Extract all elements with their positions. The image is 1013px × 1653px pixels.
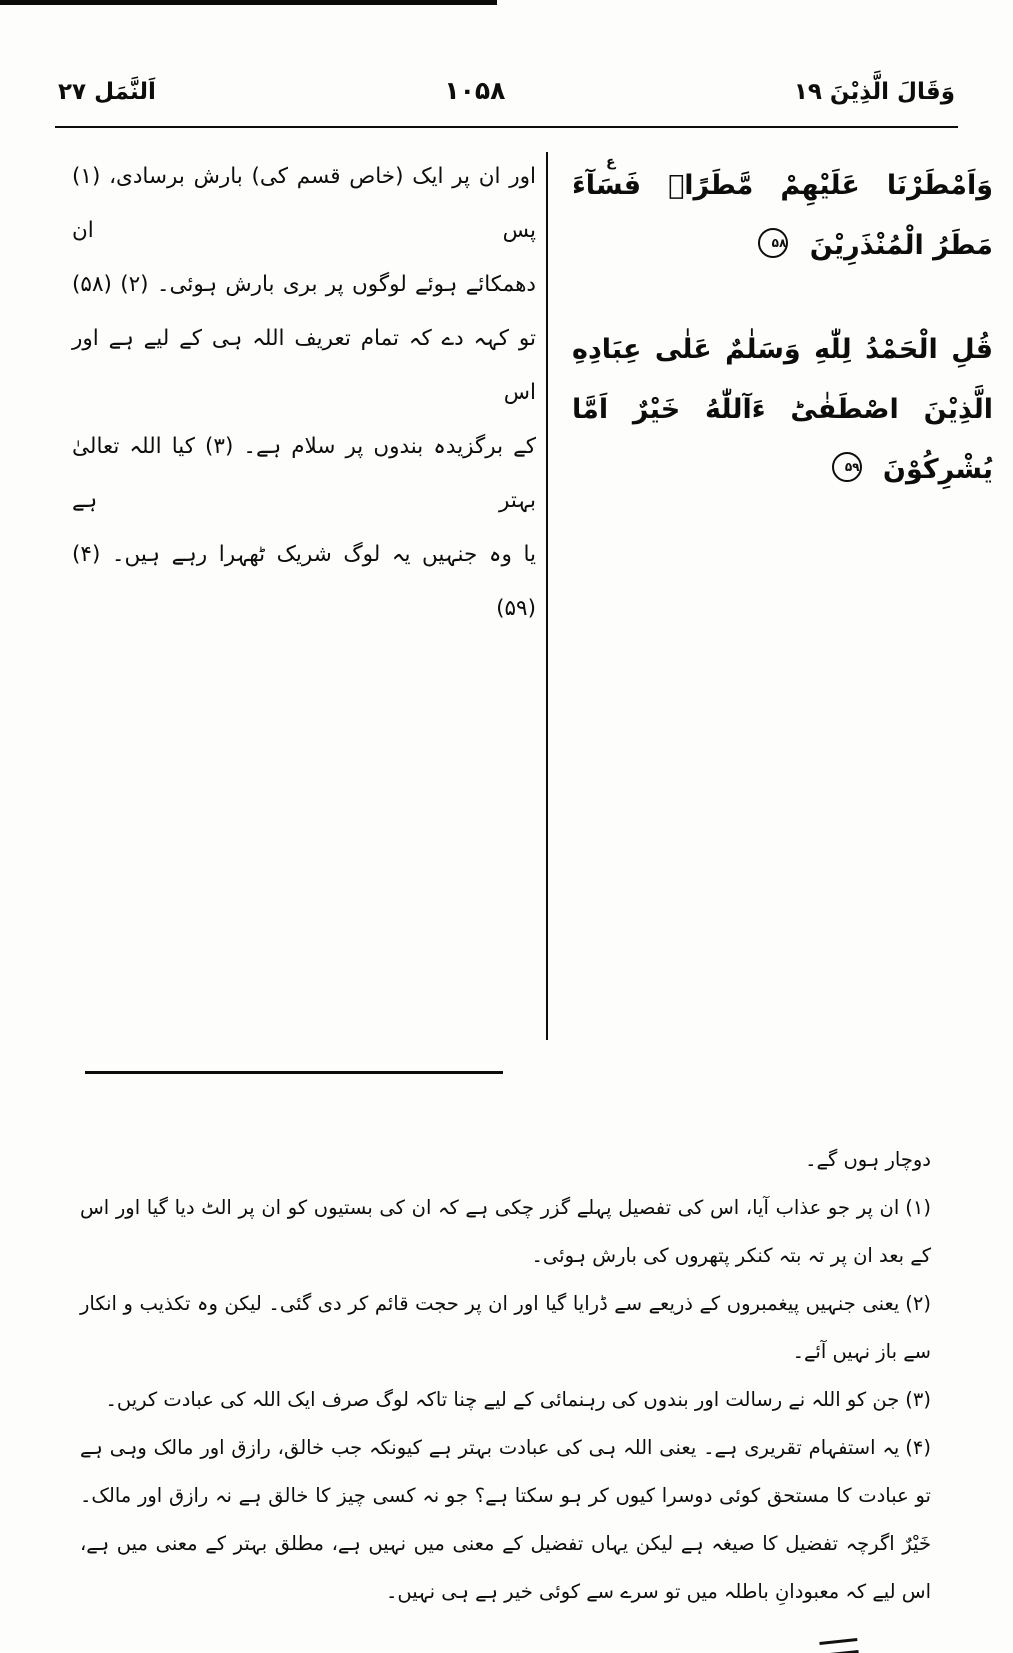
ayah-number-59-badge: ۵۹: [832, 452, 862, 482]
header-page-number: ۱۰۵۸: [444, 76, 506, 105]
translation-line-2: دھمکائے ہوئے لوگوں پر بری بارش ہوئی۔ (۲) (۵۸): [72, 272, 536, 297]
verse-59-text: قُلِ الْحَمْدُ لِلّٰهِ وَسَلٰمٌ عَلٰى عِبَادِهِ الَّذِيْنَ اصْطَفٰىؕ ءَآللّٰهُ خَيْرٌ اَمَّا يُشْرِكُوْنَ: [572, 334, 993, 485]
footnote-2-number: (۲): [905, 1292, 931, 1315]
footnote-4: [80, 1424, 931, 1616]
verse-58-text: وَاَمْطَرْنَا عَلَيْهِمْ مَّطَرًاۚ فَسَآءَ مَطَرُ الْمُنْذَرِيْنَ: [572, 170, 993, 261]
quran-verse-58: [572, 156, 993, 276]
ruku-marker: ع: [606, 154, 616, 170]
header-juz-label: وَقَالَ الَّذِيْنَ ۱۹: [793, 79, 955, 105]
scan-artifact-top-edge: [0, 0, 497, 5]
footnote-3-number: (۳): [905, 1388, 931, 1411]
footnote-1-text: ان پر جو عذاب آیا، اس کی تفصیل پہلے گزر چکی ہے کہ ان کی بستیوں کو ان پر الٹ دیا گیا اور اس کے بعد ان پر تہ بتہ کنکر پتھروں کی بارش ہوئی۔: [80, 1196, 931, 1267]
scan-artifact-bottom-edge: [819, 1638, 858, 1653]
footnote-1-number: (۱): [905, 1196, 931, 1219]
footnote-2: [80, 1280, 931, 1376]
translation-line-4: کے برگزیدہ بندوں پر سلام ہے۔ (۳) کیا اللہ تعالیٰ بہتر ہے: [72, 434, 536, 513]
ayah-number-58-badge: ۵۸: [758, 228, 788, 258]
footnotes-section: [80, 1136, 931, 1616]
footnote-2-text: یعنی جنہیں پیغمبروں کے ذریعے سے ڈرایا گیا اور ان پر حجت قائم کر دی گئی۔ لیکن وہ تکذیب و انکار سے باز نہیں آئے۔: [80, 1292, 931, 1363]
footnote-divider-line: [85, 1071, 503, 1074]
footnote-4-text: یہ استفہام تقریری ہے۔ یعنی اللہ ہی کی عبادت بہتر ہے کیونکہ جب خالق، رازق اور مالک وہی ہے تو عبادت کا مستحق کوئی دوسرا کیوں کر ہو سکتا ہے؟ جو نہ کسی چیز کا خالق ہے نہ رازق اور مالک۔ خَيْرٌ اگرچہ تفضیل کا صیغہ ہے لیکن یہاں تفضیل کے معنی میں نہیں ہے، مطلق بہتر کے معنی میں ہے، اس لیے کہ معبودانِ باطلہ میں تو سرے سے کوئی خیر ہے ہی نہیں۔: [80, 1436, 931, 1603]
urdu-translation-column: [72, 150, 536, 636]
translation-line-3: تو کہہ دے کہ تمام تعریف اللہ ہی کے لیے ہے اور اس: [72, 326, 536, 405]
column-divider-line: [546, 152, 548, 1040]
footnote-3: [80, 1376, 931, 1424]
footnote-continuation-line: دوچار ہوں گے۔: [805, 1148, 931, 1171]
footnote-3-text: جن کو اللہ نے رسالت اور بندوں کی رہنمائی کے لیے چنا تاکہ لوگ صرف ایک اللہ کی عبادت کریں۔: [105, 1388, 900, 1411]
footnote-1: [80, 1184, 931, 1280]
quran-text-column: [572, 156, 993, 544]
quran-verse-59: [572, 320, 993, 500]
header-surah-label: اَلنَّمَل ۲۷: [58, 79, 156, 105]
footnote-4-number: (۴): [905, 1436, 931, 1459]
translation-line-5: یا وہ جنہیں یہ لوگ شریک ٹھہرا رہے ہیں۔ (۴) (۵۹): [72, 542, 536, 621]
page-header: [58, 76, 955, 105]
translation-line-1: اور ان پر ایک (خاص قسم کی) بارش برسادی، (۱) پس ان: [72, 164, 536, 243]
header-divider-line: [55, 126, 958, 128]
